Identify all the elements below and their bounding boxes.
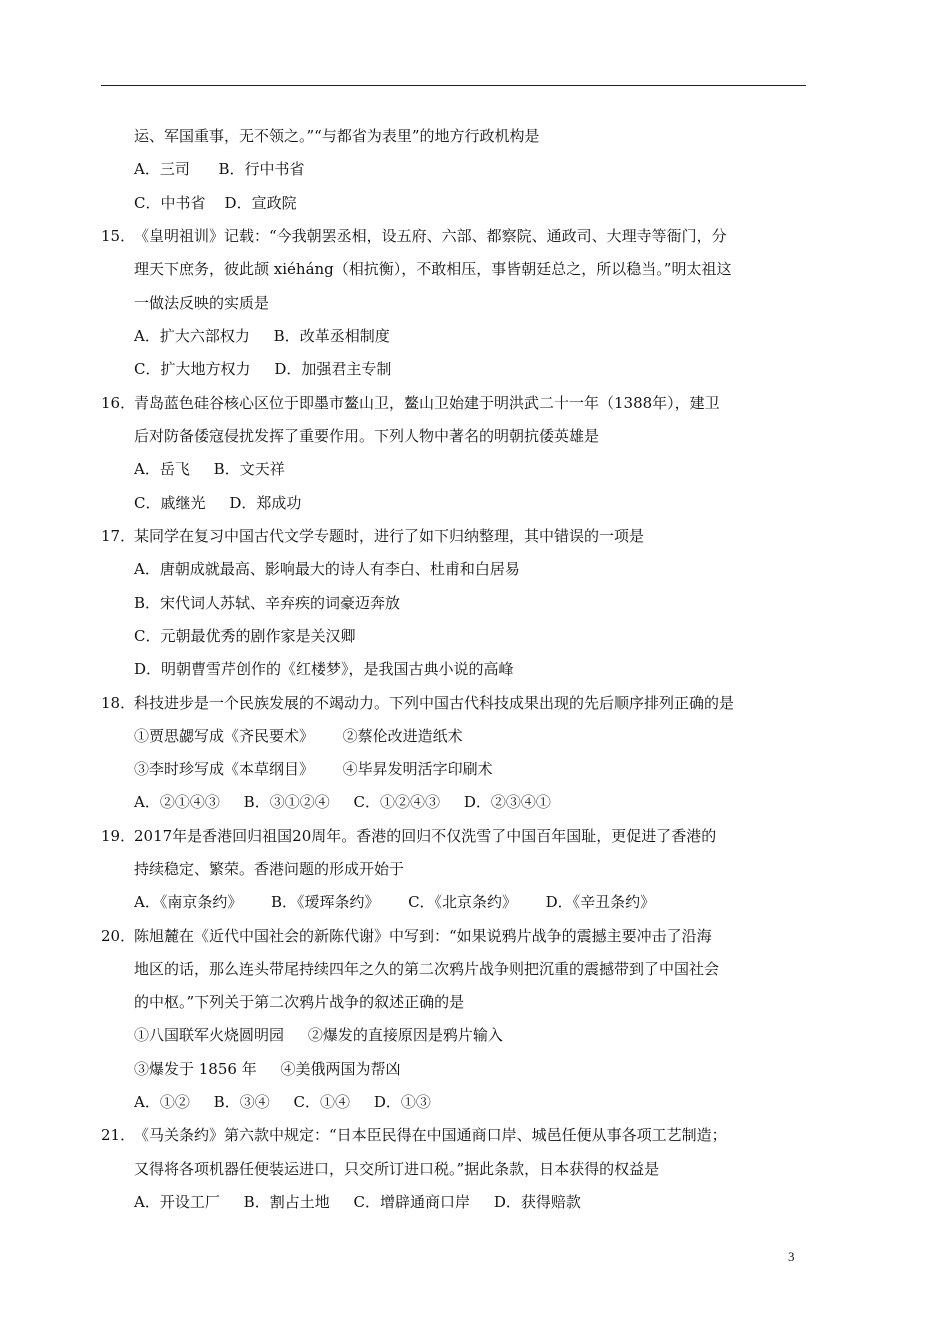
question-number: 16． <box>101 394 136 412</box>
question-number: 17． <box>101 527 136 545</box>
question-number: 21． <box>101 1126 136 1144</box>
text-line: 持续稳定、繁荣。香港问题的形成开始于 <box>134 860 405 878</box>
text-line: ③爆发于 1856 年 ④美俄两国为帮凶 <box>134 1060 401 1078</box>
text-line: C．戚继光 D．郑成功 <box>134 494 302 512</box>
text-line: A．唐朝成就最高、影响最大的诗人有李白、杜甫和白居易 <box>134 560 520 578</box>
text-line: C．中书省 D．宣政院 <box>134 194 297 212</box>
text-line: 运、军国重事，无不领之。”“与都省为表里”的地方行政机构是 <box>134 127 540 145</box>
text-line: A．三司 B．行中书省 <box>134 160 305 178</box>
text-line: 后对防备倭寇侵扰发挥了重要作用。下列人物中著名的明朝抗倭英雄是 <box>134 427 600 445</box>
question-number: 15． <box>101 227 136 245</box>
text-line: C．扩大地方权力 D．加强君主专制 <box>134 360 392 378</box>
question-number: 20． <box>101 927 136 945</box>
text-line: A．岳飞 B．文天祥 <box>134 460 285 478</box>
question-number: 18． <box>101 694 136 712</box>
text-line: 2017年是香港回归祖国20周年。香港的回归不仅洗雪了中国百年国耻，更促进了香港的 <box>134 827 717 845</box>
text-line: ③李时珍写成《本草纲目》 ④毕昇发明活字印刷术 <box>134 760 493 778</box>
header-rule <box>101 85 806 86</box>
text-line: 地区的话，那么连头带尾持续四年之久的第二次鸦片战争则把沉重的震撼带到了中国社会 <box>134 960 720 978</box>
page-number: 3 <box>788 1249 795 1264</box>
text-line: 某同学在复习中国古代文学专题时，进行了如下归纳整理，其中错误的一项是 <box>134 527 645 545</box>
text-line: 青岛蓝色硅谷核心区位于即墨市鳌山卫，鳌山卫始建于明洪武二十一年（1388年），建卫 <box>134 394 720 412</box>
text-line: 一做法反映的实质是 <box>134 294 270 312</box>
text-line: A．扩大六部权力 B．改革丞相制度 <box>134 327 390 345</box>
text-line: 《马关条约》第六款中规定：“日本臣民得在中国通商口岸、城邑任便从事各项工艺制造； <box>134 1126 727 1144</box>
text-line: A．《南京条约》 B．《瑷珲条约》 C．《北京条约》 D．《辛丑条约》 <box>134 893 656 911</box>
text-line: A．开设工厂 B．割占土地 C．增辟通商口岸 D．获得赔款 <box>134 1193 581 1211</box>
text-line: 的中枢。”下列关于第二次鸦片战争的叙述正确的是 <box>134 993 465 1011</box>
text-line: 理天下庶务，彼此颉 xiéháng（相抗衡），不敢相压，事皆朝廷总之，所以稳当。”明太祖这 <box>134 260 732 278</box>
text-line: 《皇明祖训》记载：“今我朝罢丞相，设五府、六部、都察院、通政司、大理寺等衙门，分 <box>134 227 727 245</box>
text-line: ①八国联军火烧圆明园 ②爆发的直接原因是鸦片输入 <box>134 1026 503 1044</box>
text-line: A．①② B．③④ C．①④ D．①③ <box>134 1093 431 1111</box>
text-line: C．元朝最优秀的剧作家是关汉卿 <box>134 627 356 645</box>
text-line: B．宋代词人苏轼、辛弃疾的词豪迈奔放 <box>134 594 401 612</box>
text-line: ①贾思勰写成《齐民要术》 ②蔡伦改进造纸术 <box>134 727 463 745</box>
question-number: 19． <box>101 827 136 845</box>
text-line: 陈旭麓在《近代中国社会的新陈代谢》中写到：“如果说鸦片战争的震撼主要冲击了沿海 <box>134 927 712 945</box>
text-line: 又得将各项机器任便装运进口，只交所订进口税。”据此条款，日本获得的权益是 <box>134 1160 660 1178</box>
text-line: 科技进步是一个民族发展的不竭动力。下列中国古代科技成果出现的先后顺序排列正确的是 <box>134 694 735 712</box>
text-line: D．明朝曹雪芹创作的《红楼梦》，是我国古典小说的高峰 <box>134 660 514 678</box>
text-line: A．②①④③ B．③①②④ C．①②④③ D．②③④① <box>134 793 551 811</box>
